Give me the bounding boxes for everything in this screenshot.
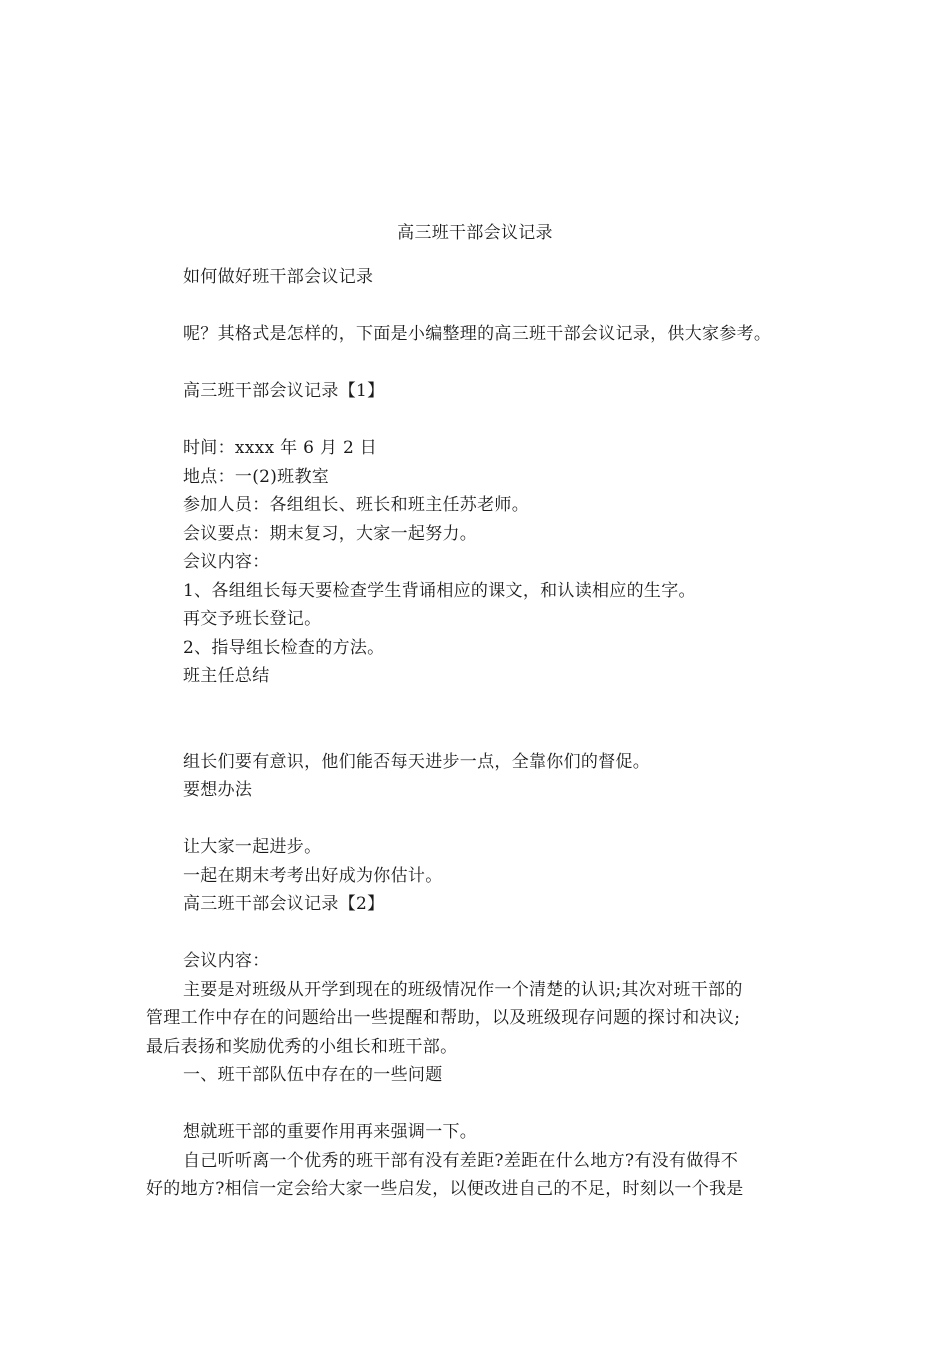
meeting-content-label-2: 会议内容：	[183, 951, 270, 971]
problems-heading: 一、班干部队伍中存在的一些问题	[183, 1065, 443, 1085]
paragraph-line: 最后表扬和奖励优秀的小组长和班干部。	[146, 1037, 458, 1057]
meeting-content-label: 会议内容：	[183, 552, 270, 572]
paragraph-line: 主要是对班级从开学到现在的班级情况作一个清楚的认识;其次对班干部的	[183, 980, 743, 1000]
summary-heading: 班主任总结	[183, 666, 270, 686]
summary-line-3: 让大家一起进步。	[183, 837, 322, 857]
meeting-time: 时间：xxxx 年 6 月 2 日	[183, 438, 378, 458]
paragraph-line: 好的地方?相信一定会给大家一些启发，以便改进自己的不足，时刻以一个我是	[146, 1179, 744, 1199]
document-title: 高三班干部会议记录	[397, 223, 553, 243]
section-heading-1: 高三班干部会议记录【1】	[183, 381, 385, 401]
content-item-1: 1、各组组长每天要检查学生背诵相应的课文，和认读相应的生字。	[183, 581, 696, 601]
paragraph-line: 管理工作中存在的问题给出一些提醒和帮助，以及班级现存问题的探讨和决议;	[146, 1008, 741, 1028]
summary-line-2: 要想办法	[183, 780, 253, 800]
paragraph-line: 想就班干部的重要作用再来强调一下。	[183, 1122, 478, 1142]
subtitle-line: 如何做好班干部会议记录	[183, 267, 374, 287]
summary-line-1: 组长们要有意识，他们能否每天进步一点，全靠你们的督促。	[183, 752, 651, 772]
meeting-key-points: 会议要点：期末复习，大家一起努力。	[183, 524, 478, 544]
meeting-location: 地点：一(2)班教室	[183, 467, 330, 487]
paragraph-line: 自己听听离一个优秀的班干部有没有差距?差距在什么地方?有没有做得不	[183, 1151, 739, 1171]
meeting-attendees: 参加人员：各组组长、班长和班主任苏老师。	[183, 495, 529, 515]
content-item-1-cont: 再交予班长登记。	[183, 609, 322, 629]
intro-line: 呢？其格式是怎样的，下面是小编整理的高三班干部会议记录，供大家参考。	[183, 324, 772, 344]
section-heading-2: 高三班干部会议记录【2】	[183, 894, 385, 914]
content-item-2: 2、指导组长检查的方法。	[183, 638, 385, 658]
summary-line-4: 一起在期末考考出好成为你估计。	[183, 866, 443, 886]
